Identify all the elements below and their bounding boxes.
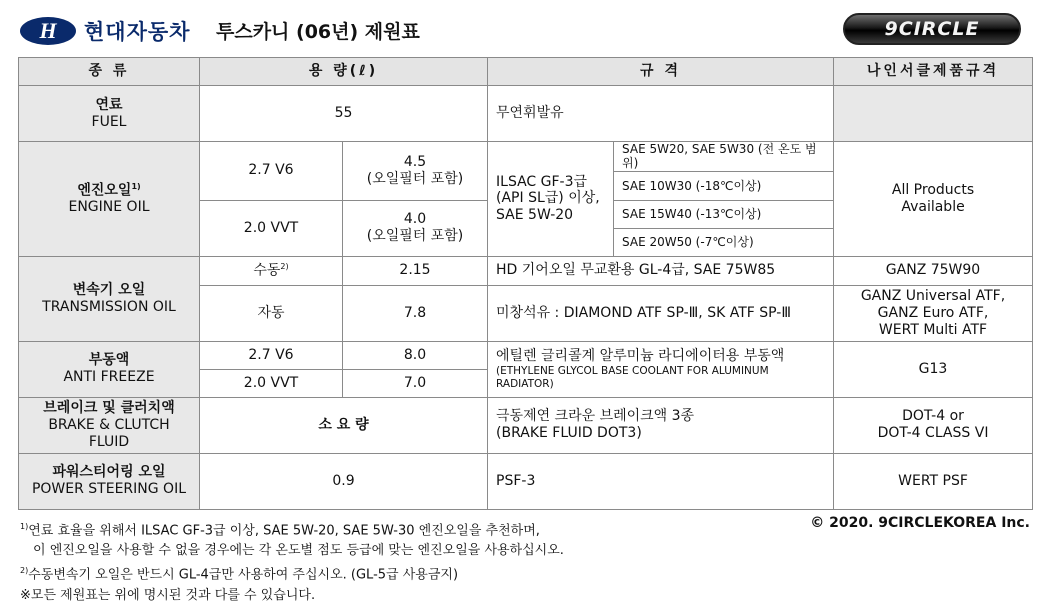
- header-kind: 종 류: [19, 58, 200, 86]
- engine-variant-2: 2.0 VVT: [200, 200, 343, 256]
- antifreeze-product: G13: [834, 341, 1033, 397]
- header-capacity: 용 량(ℓ): [200, 58, 488, 86]
- engine-product: All Products Available: [834, 142, 1033, 257]
- antifreeze-variant-1: 2.7 V6: [200, 341, 343, 369]
- footnote-1: $^{1)}$연료 효율을 위해서 ILSAC GF-3급 이상, SAE 5W-20, SAE 5W-30 엔진오일을 추천하며,: [20, 522, 540, 539]
- footnotes: [20, 517, 564, 606]
- footnote-3: ※모든 제원표는 위에 명시된 것과 다를 수 있습니다.: [20, 587, 316, 603]
- header-spec: 규 격: [488, 58, 834, 86]
- header-product: 나인서클제품규격: [834, 58, 1033, 86]
- category-transmission: 변속기 오일 TRANSMISSION OIL: [19, 256, 200, 341]
- header: [0, 0, 1050, 58]
- engine-amount-2: 4.0 (오일필터 포함): [343, 200, 488, 256]
- footnote-2: $^{2)}$수동변속기 오일은 반드시 GL-4급만 사용하여 주십시오. (GL-5급 사용금지): [20, 566, 459, 583]
- page-title: 투스카니 (06년) 제원표: [216, 21, 420, 43]
- footnote-1-continued: 이 엔진오일을 사용할 수 없을 경우에는 각 온도별 점도 등급에 맞는 엔진오일을 사용하십시오.: [33, 543, 564, 559]
- antifreeze-spec: 에틸렌 글리콜계 알루미늄 라디에이터용 부동액 (ETHYLENE GLYCOL BASE COOLANT FOR ALUMINUM RADIATOR): [488, 341, 834, 397]
- engine-grade-4: SAE 20W50 (-7℃이상): [614, 228, 834, 256]
- table-row-antifreeze-1: [19, 341, 1033, 369]
- brand-name: 현대자동차: [84, 20, 191, 44]
- engine-variant-1: 2.7 V6: [200, 142, 343, 201]
- fuel-product: [834, 86, 1033, 142]
- category-fuel: 연료 FUEL: [19, 86, 200, 142]
- brake-capacity: 소 요 량: [200, 397, 488, 453]
- brand-logo: [20, 14, 190, 48]
- antifreeze-variant-2: 2.0 VVT: [200, 369, 343, 397]
- transmission-manual-spec: HD 기어오일 무교환용 GL-4급, SAE 75W85: [488, 256, 834, 285]
- steering-product: WERT PSF: [834, 453, 1033, 509]
- category-brake: 브레이크 및 클러치액 BRAKE & CLUTCH FLUID: [19, 397, 200, 453]
- table-row-transmission-manual: [19, 256, 1033, 285]
- fuel-spec: 무연휘발유: [488, 86, 834, 142]
- transmission-auto-label: 자동: [200, 285, 343, 341]
- category-engine-oil: 엔진오일$^{1)}$ ENGINE OIL: [19, 142, 200, 257]
- antifreeze-amount-2: 7.0: [343, 369, 488, 397]
- table-row-fuel: [19, 86, 1033, 142]
- badge-text: 9CIRCLE: [884, 18, 980, 40]
- copyright: © 2020. 9CIRCLEKOREA Inc.: [810, 515, 1030, 531]
- table-row-brake: [19, 397, 1033, 453]
- brake-spec: 극동제연 크라운 브레이크액 3종 (BRAKE FLUID DOT3): [488, 397, 834, 453]
- transmission-auto-product: GANZ Universal ATF, GANZ Euro ATF, WERT Multi ATF: [834, 285, 1033, 341]
- engine-grade-3: SAE 15W40 (-13℃이상): [614, 200, 834, 228]
- fuel-capacity: 55: [200, 86, 488, 142]
- steering-spec: PSF-3: [488, 453, 834, 509]
- engine-amount-1: 4.5 (오일필터 포함): [343, 142, 488, 201]
- transmission-manual-product: GANZ 75W90: [834, 256, 1033, 285]
- table-header-row: [19, 58, 1033, 86]
- antifreeze-amount-1: 8.0: [343, 341, 488, 369]
- transmission-manual-amount: 2.15: [343, 256, 488, 285]
- category-antifreeze: 부동액 ANTI FREEZE: [19, 341, 200, 397]
- steering-capacity: 0.9: [200, 453, 488, 509]
- transmission-auto-amount: 7.8: [343, 285, 488, 341]
- engine-grade-1: SAE 5W20, SAE 5W30 (전 온도 범위): [614, 142, 834, 172]
- brake-product: DOT-4 or DOT-4 CLASS VI: [834, 397, 1033, 453]
- nine-circle-badge: [843, 13, 1021, 45]
- engine-grade-2: SAE 10W30 (-18℃이상): [614, 171, 834, 200]
- spec-table: [18, 57, 1033, 510]
- table-row-engine-1: [19, 142, 1033, 172]
- transmission-auto-spec: 미창석유 : DIAMOND ATF SP-Ⅲ, SK ATF SP-Ⅲ: [488, 285, 834, 341]
- transmission-manual-label: 수동$^{2)}$: [200, 256, 343, 285]
- table-row-steering: [19, 453, 1033, 509]
- engine-spec: ILSAC GF-3급 (API SL급) 이상, SAE 5W-20: [488, 142, 614, 257]
- category-power-steering: 파워스티어링 오일 POWER STEERING OIL: [19, 453, 200, 509]
- hyundai-logo-icon: H: [20, 17, 76, 45]
